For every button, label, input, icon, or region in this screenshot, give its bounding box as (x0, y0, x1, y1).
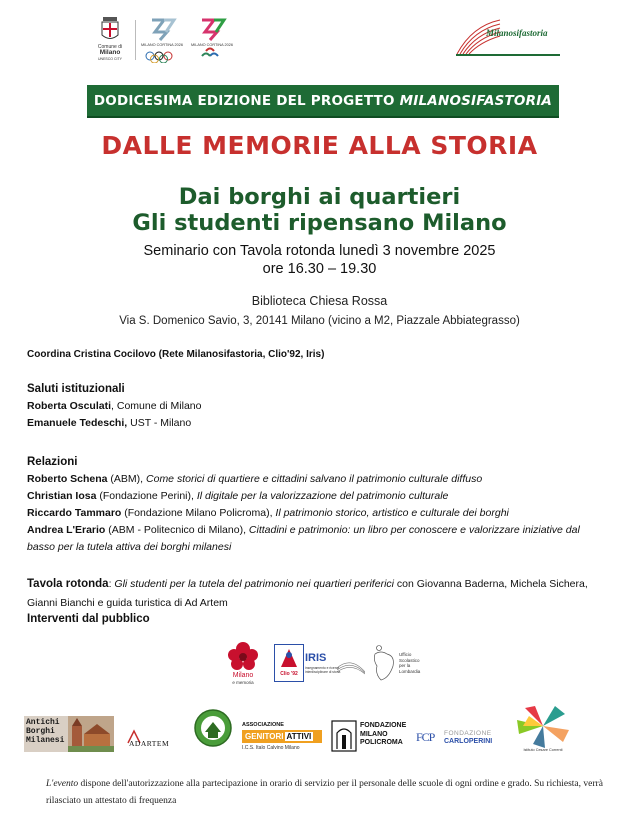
saluti-heading: Saluti istituzionali (27, 383, 125, 395)
olympic-rings-icon (140, 18, 184, 63)
clio-logo (274, 644, 304, 682)
speaker-name: Emanuele Tedeschi, (27, 417, 128, 429)
seminar-line: Seminario con Tavola rotonda lunedì 3 novembre 2025 (143, 243, 496, 259)
tavola-label: Tavola rotonda (27, 578, 109, 590)
footer-note (46, 776, 616, 810)
iris-text: IRIS (305, 652, 327, 664)
cascina-badge-icon (193, 708, 233, 748)
iris-small: insegnamento e ricerca interdisciplinare di storia (305, 666, 341, 674)
policroma-logo (330, 719, 410, 755)
comune-text-1: Comune di (97, 44, 123, 50)
mm-text-2: e memoria (232, 680, 254, 685)
clio-text: Clio '92 (280, 671, 298, 677)
edition-banner (87, 85, 559, 118)
speaker-name: Andrea L'Erario (27, 524, 106, 536)
milanosifastoria-logo (452, 16, 562, 58)
speaker-role: , Comune di Milano (111, 400, 202, 412)
perini-mark: FCP (416, 730, 435, 744)
ad-artem-text: ADARTEM (129, 739, 170, 748)
speaker-aff: (Fondazione Milano Policroma), (121, 507, 276, 519)
olympic-logo (140, 18, 184, 63)
ga-left: GENITORI (245, 732, 284, 741)
iris-lines-icon (337, 654, 365, 676)
comune-text-2: Milano (99, 49, 121, 56)
mm-text-1: Milano (232, 672, 254, 679)
speaker-role: UST - Milano (127, 417, 192, 429)
milano-memoria-logo (223, 639, 263, 687)
fondazione-perini-logo (416, 728, 510, 750)
header-divider (135, 20, 136, 60)
tavola-section (27, 575, 612, 613)
colorful-burst-icon (515, 704, 571, 748)
usr-2: Scolastico (399, 657, 420, 663)
olympic-text: MILANO CORTINA 2026 (141, 43, 183, 47)
flower-icon (223, 639, 263, 673)
perini-top: FONDAZIONE (444, 730, 492, 737)
paralympic-text: MILANO CORTINA 2026 (191, 43, 233, 47)
paralympic-agitos-icon (190, 18, 234, 63)
talk-title: Il digitale per la valorizzazione del patrimonio culturale (196, 490, 449, 502)
genitori-attivi-logo (242, 722, 322, 754)
ga-bottom: I.C.S. Italo Calvino Milano (242, 745, 300, 751)
pol-1: FONDAZIONE (360, 722, 407, 729)
correnti-logo (515, 704, 571, 754)
cascina-logo (193, 708, 233, 748)
tavola-colon: : (108, 578, 115, 590)
speaker-name: Roberto Schena (27, 473, 108, 485)
church-photo-icon (68, 716, 114, 752)
ab-3: Milanesi (26, 736, 65, 745)
relazioni-section (27, 454, 617, 556)
footer-prefix: L'evento (46, 779, 79, 789)
ab-1: Antichi (26, 718, 60, 727)
tavola-rest: con Giovanna Baderna, Michela Sichera, Gianni Bianchi e guida turistica di Ad Artem (27, 578, 588, 609)
perini-bottom: CARLOPERINI (444, 738, 493, 745)
relazione-item (27, 522, 602, 556)
policroma-gate-icon (330, 719, 358, 753)
subtitle-1: Dai borghi ai quartieri (178, 184, 461, 210)
time-line: ore 16.30 – 19.30 (262, 261, 377, 277)
iris-logo (305, 652, 367, 684)
pol-3: POLICROMA (360, 739, 403, 746)
subtitle-2: Gli studenti ripensano Milano (132, 210, 507, 236)
lombardia-map-icon (371, 644, 401, 684)
venue: Biblioteca Chiesa Rossa (251, 294, 388, 308)
banner-text: DODICESIMA EDIZIONE DEL PROGETTO (93, 92, 395, 109)
coordina: Coordina Cristina Cocilovo (Rete Milanosifastoria, Clio'92, Iris) (27, 349, 325, 360)
talk-title: Come storici di quartiere e cittadini salvano il patrimonio culturale diffuso (146, 473, 483, 485)
usr-logo (371, 644, 431, 684)
brand-text: Milanosifastoria (486, 28, 548, 38)
saluti-item (27, 398, 617, 415)
talk-title: Il patrimonio storico, artistico e culturale dei borghi (275, 507, 509, 519)
paralympic-logo (190, 18, 234, 63)
ab-2: Borghi (26, 727, 55, 736)
usr-1: Ufficio (399, 652, 412, 657)
speaker-name: Riccardo Tammaro (27, 507, 122, 519)
speaker-aff: (ABM - Politecnico di Milano), (105, 524, 249, 536)
comune-small: UNESCO CITY (98, 57, 122, 61)
banner-emph: MILANOSIFASTORIA (399, 92, 553, 109)
speaker-name: Christian Iosa (27, 490, 97, 502)
relazione-item (27, 505, 617, 522)
ad-artem-logo (126, 729, 178, 753)
tavola-title: Gli studenti per la tutela del patrimonio nei quartieri periferici (114, 578, 394, 590)
correnti-text: Istituto Cesare Correnti (523, 748, 563, 752)
saluti-item (27, 415, 617, 432)
relazione-item (27, 471, 617, 488)
speaker-name: Roberta Osculati (27, 400, 112, 412)
footer-text: dispone dell'autorizzazione alla partecipazione in orario di servizio per il personale delle scuole di ogni ordine e grado. Su richiesta, verrà rilasciato un attestato di frequenza (46, 779, 603, 806)
interventi: Interventi dal pubblico (27, 613, 150, 625)
ga-band (242, 730, 322, 743)
saluti-section (27, 381, 617, 432)
antichi-borghi-logo (24, 716, 114, 752)
relazioni-heading: Relazioni (27, 456, 78, 468)
comune-milano-logo (92, 17, 128, 65)
main-title: DALLE MEMORIE ALLA STORIA (101, 131, 538, 160)
talk-title: Cittadini e patrimonio: un libro per conoscere e valorizzare iniziative dal basso per la tutela attiva dei borghi milanesi (27, 524, 580, 553)
ga-top: ASSOCIAZIONE (242, 722, 284, 728)
speaker-aff: (Fondazione Perini), (96, 490, 197, 502)
usr-4: Lombardia (399, 668, 421, 674)
relazione-item (27, 488, 617, 505)
speaker-aff: (ABM), (107, 473, 147, 485)
address: Via S. Domenico Savio, 3, 20141 Milano (vicino a M2, Piazzale Abbiategrasso) (119, 315, 520, 327)
pol-2: MILANO (360, 730, 388, 738)
usr-3: per la (399, 663, 411, 668)
clio-figure-icon (275, 645, 303, 671)
ga-right: ATTIVI (286, 732, 312, 741)
